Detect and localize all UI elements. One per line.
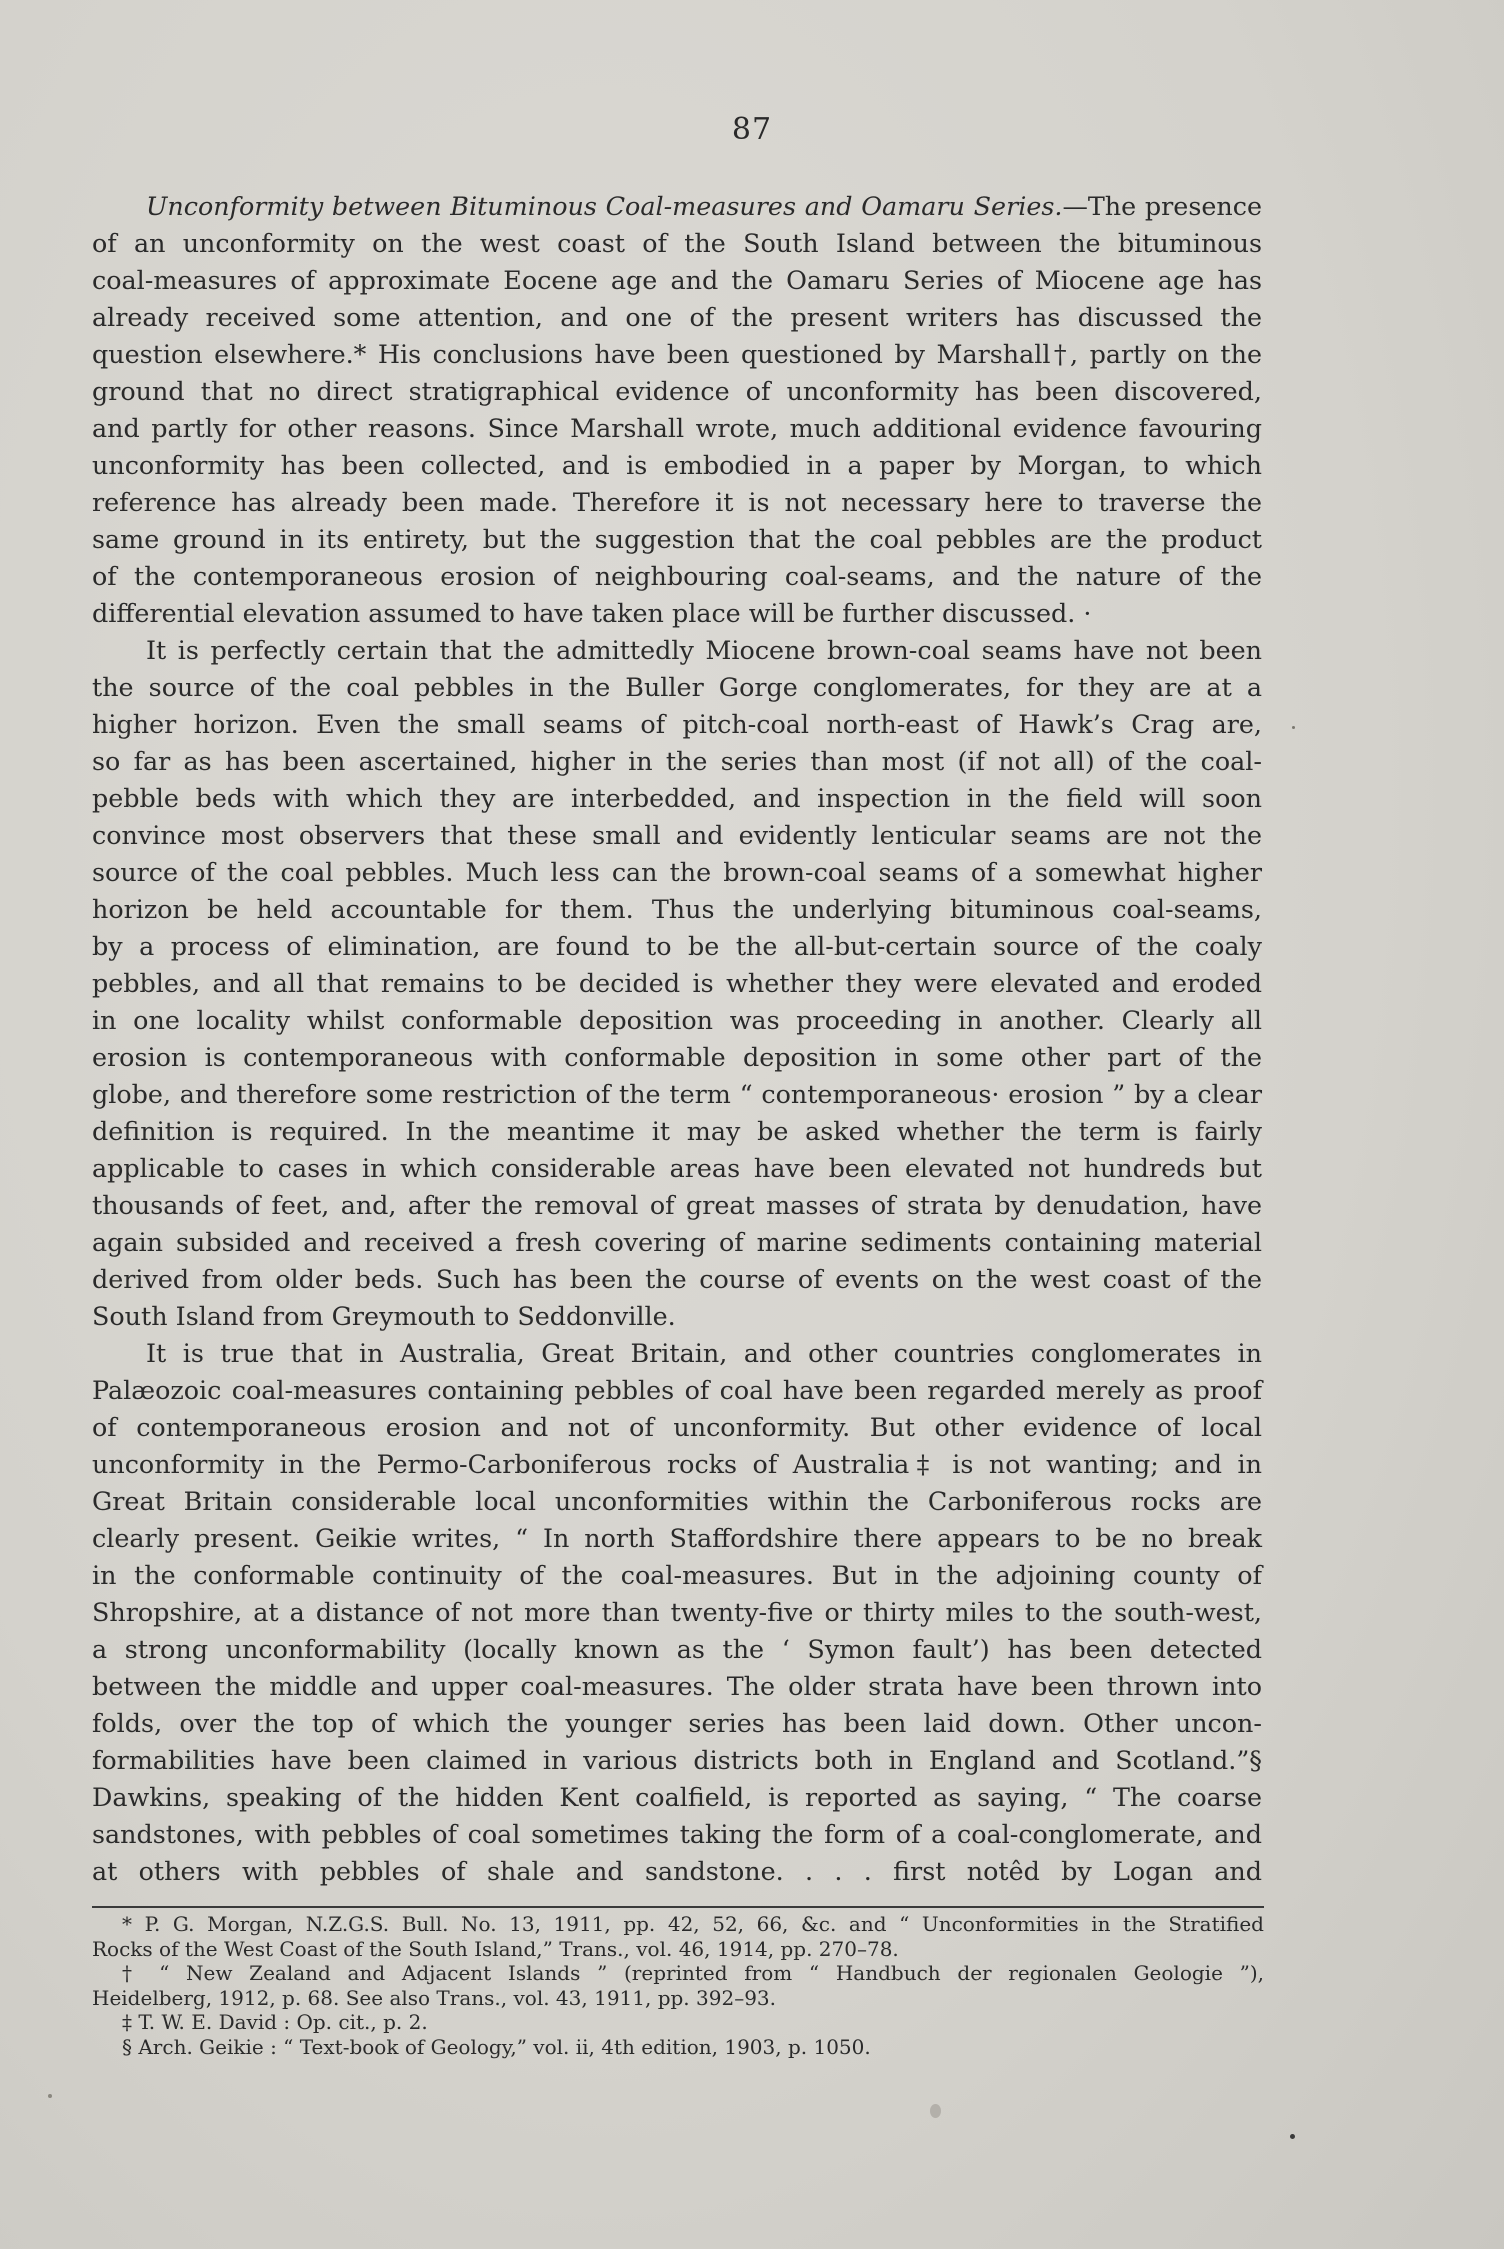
- text-line: already received some attention, and one of the present writers has discussed the: [92, 302, 1262, 332]
- text-line: of an unconformity on the west coast of the South Island between the bituminous: [92, 228, 1262, 258]
- paper-speck: [930, 2104, 941, 2118]
- text-line: globe, and therefore some restriction of the term “ contemporaneous· erosion ” by a clear: [92, 1079, 1262, 1109]
- text-line: so far as has been ascertained, higher in the series than most (if not all) of the coal-: [92, 746, 1262, 776]
- text-line: thousands of feet, and, after the removal of great masses of strata by denudation, have: [92, 1190, 1262, 1220]
- text-line: pebbles, and all that remains to be decided is whether they were elevated and eroded: [92, 968, 1262, 998]
- text-line: in the conformable continuity of the coal-measures. But in the adjoining county of: [92, 1560, 1262, 1590]
- footnote-line: † “ New Zealand and Adjacent Islands ” (reprinted from “ Handbuch der regionalen Geologie ”),: [122, 1961, 1264, 1985]
- text-line: between the middle and upper coal-measures. The older strata have been thrown into: [92, 1671, 1262, 1701]
- text-line: by a process of elimination, are found to be the all-but-certain source of the coaly: [92, 931, 1262, 961]
- text-line: Palæozoic coal-measures containing pebbles of coal have been regarded merely as proof: [92, 1375, 1262, 1405]
- text-line: horizon be held accountable for them. Thus the underlying bituminous coal-seams,: [92, 894, 1262, 924]
- text-line: applicable to cases in which considerable areas have been elevated not hundreds but: [92, 1153, 1262, 1183]
- text-line: and partly for other reasons. Since Marshall wrote, much additional evidence favouring: [92, 413, 1262, 443]
- text-line: folds, over the top of which the younger series has been laid down. Other uncon-: [92, 1708, 1262, 1738]
- text-line: higher horizon. Even the small seams of pitch-coal north-east of Hawk’s Crag are,: [92, 709, 1262, 739]
- text-line: Shropshire, at a distance of not more than twenty-five or thirty miles to the south-west,: [92, 1597, 1262, 1627]
- footnote-line: § Arch. Geikie : “ Text-book of Geology,” vol. ii, 4th edition, 1903, p. 1050.: [122, 2034, 871, 2059]
- footnotes: [92, 1912, 1264, 2059]
- text-line: at others with pebbles of shale and sandstone. . . . first notêd by Logan and: [92, 1856, 1262, 1886]
- paper-speck: [48, 2094, 52, 2098]
- text-line: It is true that in Australia, Great Britain, and other countries conglomerates in: [146, 1338, 1262, 1368]
- footnote-line: Heidelberg, 1912, p. 68. See also Trans., vol. 43, 1911, pp. 392–93.: [92, 1985, 777, 2010]
- text-line: of contemporaneous erosion and not of unconformity. But other evidence of local: [92, 1412, 1262, 1442]
- text-line: coal-measures of approximate Eocene age and the Oamaru Series of Miocene age has: [92, 265, 1262, 295]
- page-number: 87: [731, 112, 773, 147]
- paper-speck: [1290, 2134, 1295, 2139]
- text-line: convince most observers that these small and evidently lenticular seams are not the: [92, 820, 1262, 850]
- text-line: Great Britain considerable local unconformities within the Carboniferous rocks are: [92, 1486, 1262, 1516]
- text-line: erosion is contemporaneous with conformable deposition in some other part of the: [92, 1042, 1262, 1072]
- footnote-divider: [92, 1906, 1264, 1908]
- body-text: [92, 188, 1262, 1890]
- text-line: It is perfectly certain that the admittedly Miocene brown-coal seams have not been: [146, 635, 1262, 665]
- text-line: clearly present. Geikie writes, “ In north Staffordshire there appears to be no break: [92, 1523, 1262, 1553]
- text-line: Dawkins, speaking of the hidden Kent coalfield, is reported as saying, “ The coarse: [92, 1782, 1262, 1812]
- text-line: definition is required. In the meantime it may be asked whether the term is fairly: [92, 1116, 1262, 1146]
- section-heading: Unconformity between Bituminous Coal-measures and Oamaru Series.: [146, 191, 1063, 221]
- footnote-line: * P. G. Morgan, N.Z.G.S. Bull. No. 13, 1911, pp. 42, 52, 66, &c. and “ Unconformities in the Stratified: [122, 1912, 1264, 1936]
- text-line: sandstones, with pebbles of coal sometimes taking the form of a coal-conglomerate, and: [92, 1819, 1262, 1849]
- text-line: in one locality whilst conformable deposition was proceeding in another. Clearly all: [92, 1005, 1262, 1035]
- text-line: Unconformity between Bituminous Coal-measures and Oamaru Series.—The presence: [146, 191, 1262, 221]
- text-line: unconformity in the Permo-Carboniferous rocks of Australia‡ is not wanting; and in: [92, 1449, 1262, 1479]
- text-line: a strong unconformability (locally known as the ‘ Symon fault’) has been detected: [92, 1634, 1262, 1664]
- text-line: question elsewhere.* His conclusions have been questioned by Marshall†, partly on the: [92, 339, 1262, 369]
- text-line: again subsided and received a fresh covering of marine sediments containing material: [92, 1227, 1262, 1257]
- footnote-line: ‡ T. W. E. David : Op. cit., p. 2.: [122, 2010, 428, 2034]
- paper-speck: [1292, 726, 1295, 729]
- text-line: same ground in its entirety, but the suggestion that the coal pebbles are the product: [92, 524, 1262, 554]
- text-line: of the contemporaneous erosion of neighbouring coal-seams, and the nature of the: [92, 561, 1262, 591]
- text-line: reference has already been made. Therefore it is not necessary here to traverse the: [92, 487, 1262, 517]
- text-line: formabilities have been claimed in various districts both in England and Scotland.”§: [92, 1745, 1262, 1775]
- text-line: source of the coal pebbles. Much less can the brown-coal seams of a somewhat higher: [92, 857, 1262, 887]
- text-line: differential elevation assumed to have taken place will be further discussed. ·: [92, 598, 1092, 628]
- text-line: pebble beds with which they are interbedded, and inspection in the field will soon: [92, 783, 1262, 813]
- text-line: the source of the coal pebbles in the Buller Gorge conglomerates, for they are at a: [92, 672, 1262, 702]
- text-line: unconformity has been collected, and is embodied in a paper by Morgan, to which: [92, 450, 1262, 480]
- footnote-line: Rocks of the West Coast of the South Island,” Trans., vol. 46, 1914, pp. 270–78.: [92, 1936, 899, 1961]
- text-line: ground that no direct stratigraphical evidence of unconformity has been discovered,: [92, 376, 1262, 406]
- text-line: South Island from Greymouth to Seddonville.: [92, 1301, 676, 1331]
- text-line: derived from older beds. Such has been the course of events on the west coast of the: [92, 1264, 1262, 1294]
